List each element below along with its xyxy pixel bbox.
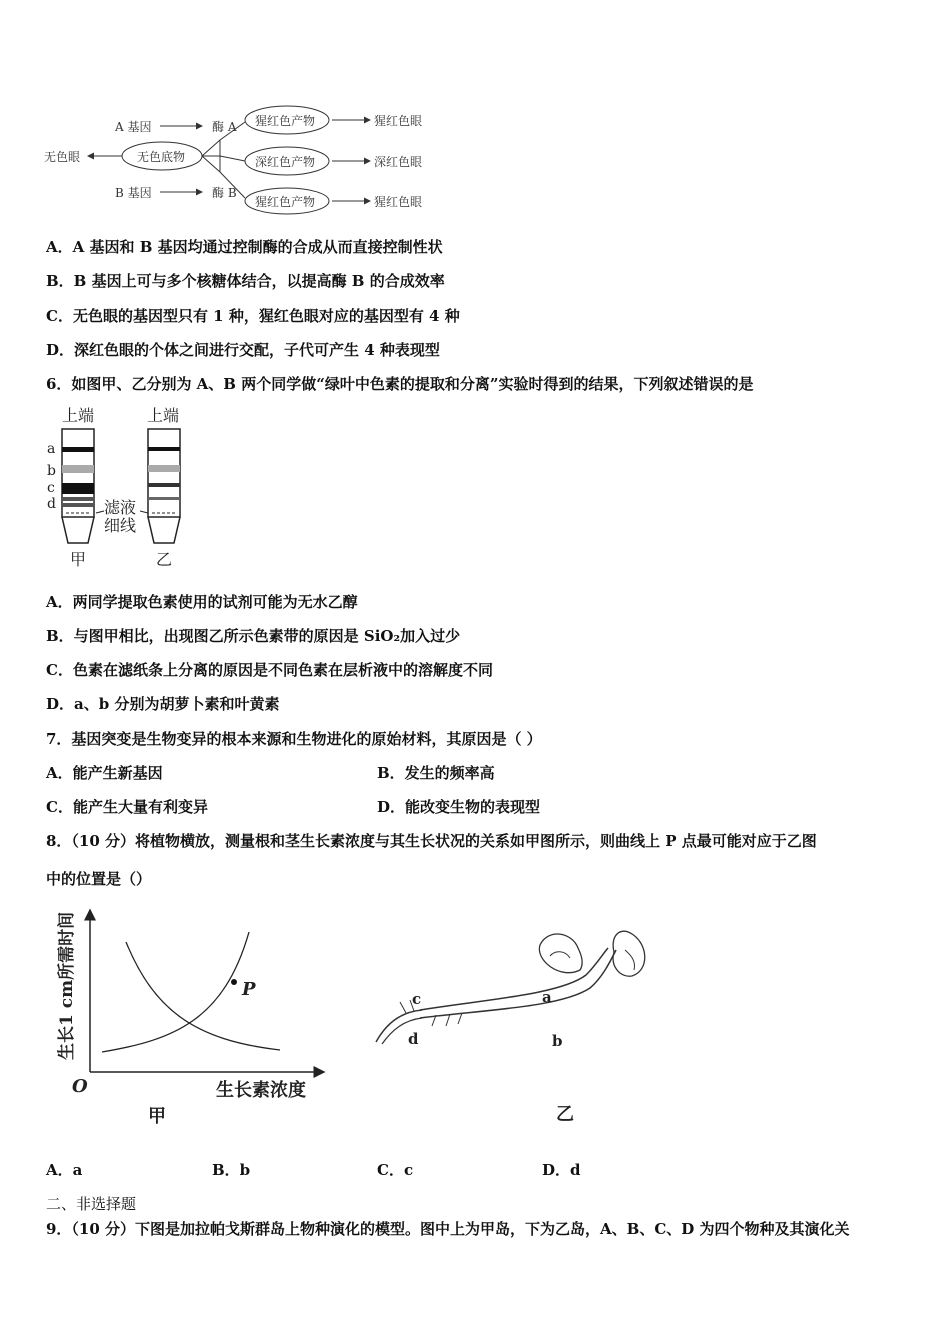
plant-label-c: c [412,990,422,1008]
filter-line-label-2: 细线 [104,516,137,535]
q7-option-a[interactable]: A．能产生新基因 [46,764,163,782]
gene-a-label: A 基因 [115,120,152,134]
strip-jia-caption: 甲 [70,550,87,569]
plant-label-d: d [408,1030,419,1048]
point-p-label: P [242,979,256,1000]
substrate-label: 无色底物 [137,150,186,164]
q6-option-a[interactable]: A．两同学提取色素使用的试剂可能为无水乙醇 [46,593,358,611]
q9-stem: 9．（10 分）下图是加拉帕戈斯群岛上物种演化的模型。图中上为甲岛，下为乙岛，A、B、C、D 为四个物种及其演化关 [46,1220,850,1238]
q6-stem: 6．如图甲、乙分别为 A、B 两个同学做“绿叶中色素的提取和分离”实验时得到的结果，下列叙述错误的是 [46,375,754,393]
band-b-label: b [47,463,56,479]
band-a-label: a [47,441,56,457]
strip-yi-caption: 乙 [156,550,173,569]
graph-origin: O [72,1076,88,1097]
point-p [231,979,237,985]
q6-option-b[interactable]: B．与图甲相比，出现图乙所示色素带的原因是 SiO₂加入过少 [46,627,461,645]
q5-option-b[interactable]: B．B 基因上可与多个核糖体结合，以提高酶 B 的合成效率 [46,272,445,290]
eye-mid-label: 深红色眼 [374,155,423,169]
q8-option-a[interactable]: A．a [46,1161,83,1179]
top-label-left: 上端 [62,406,95,425]
stem-curve [102,932,249,1052]
q7-stem: 7．基因突变是生物变异的根本来源和生物进化的原始材料，其原因是（ ） [46,730,542,748]
enzyme-b-label: 酶 B [212,186,237,200]
eye-bot-label: 猩红色眼 [374,195,423,209]
q7-option-d[interactable]: D．能改变生物的表现型 [377,798,541,816]
q8-option-d[interactable]: D．d [542,1161,581,1179]
q8-stem-line2: 中的位置是（） [46,870,152,888]
q5-option-d[interactable]: D．深红色眼的个体之间进行交配，子代可产生 4 种表现型 [46,341,440,359]
eye-top-label: 猩红色眼 [374,114,423,128]
gene-b-label: B 基因 [115,186,152,200]
enzyme-a-label: 酶 A [212,120,237,134]
q5-option-c[interactable]: C．无色眼的基因型只有 1 种，猩红色眼对应的基因型有 4 种 [46,307,460,325]
product-mid-label: 深红色产物 [255,155,316,169]
auxin-graph [44,900,344,1130]
q7-option-b[interactable]: B．发生的频率高 [377,764,495,782]
plant-label-a: a [542,988,552,1006]
chromatography-diagram [44,403,204,573]
q8-option-b[interactable]: B．b [212,1161,251,1179]
q6-option-c[interactable]: C．色素在滤纸条上分离的原因是不同色素在层析液中的溶解度不同 [46,661,493,679]
graph-xlabel: 生长素浓度 [216,1080,306,1101]
gene-pathway-diagram [40,100,440,215]
graph-ylabel: 生长1 cm所需时间 [57,911,77,1060]
top-label-right: 上端 [147,406,180,425]
band-c-label: c [47,480,55,496]
plant-caption: 乙 [556,1104,574,1125]
colorless-eye-label: 无色眼 [44,150,81,164]
q5-option-a[interactable]: A．A 基因和 B 基因均通过控制酶的合成从而直接控制性状 [46,238,443,256]
product-top-label: 猩红色产物 [255,114,316,128]
q7-option-c[interactable]: C．能产生大量有利变异 [46,798,208,816]
band-d-label: d [47,496,56,512]
q8-stem-line1: 8．（10 分）将植物横放，测量根和茎生长素浓度与其生长状况的关系如甲图所示，则曲线上 P 点最可能对应于乙图 [46,832,817,850]
section-heading: 二、非选择题 [46,1195,137,1213]
plant-label-b: b [552,1032,563,1050]
q8-option-c[interactable]: C．c [377,1161,414,1179]
product-bot-label: 猩红色产物 [255,195,316,209]
horizontal-plant-diagram [370,920,660,1130]
q6-option-d[interactable]: D．a、b 分别为胡萝卜素和叶黄素 [46,695,280,713]
filter-line-label-1: 滤液 [104,498,137,517]
graph-caption: 甲 [148,1106,166,1127]
root-curve [126,942,280,1050]
